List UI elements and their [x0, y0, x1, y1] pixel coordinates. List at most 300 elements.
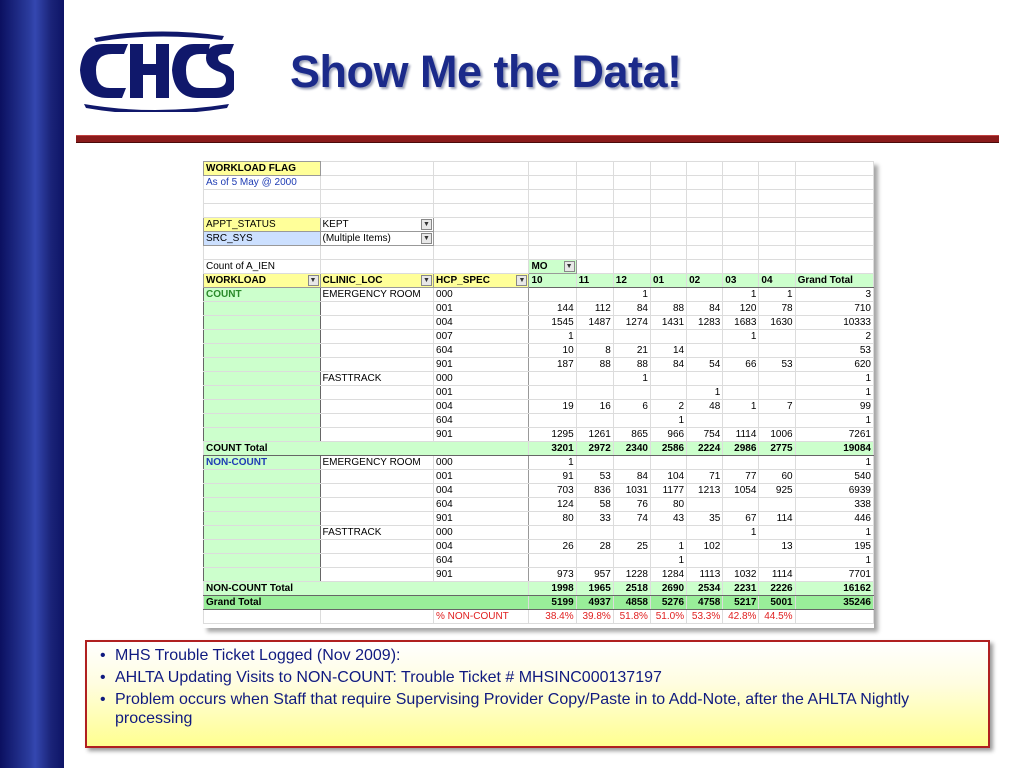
empty-cell	[687, 260, 723, 274]
empty-cell	[576, 218, 613, 232]
table-row	[204, 302, 874, 316]
clinic-cell	[320, 484, 434, 498]
value-cell: 703	[529, 484, 576, 498]
value-cell	[759, 526, 795, 540]
pivot-header-row	[204, 260, 874, 274]
row-total-cell: 195	[795, 540, 873, 554]
value-cell: 14	[650, 344, 686, 358]
month-header: 01	[650, 274, 686, 288]
value-cell: 58	[576, 498, 613, 512]
empty-cell	[723, 204, 759, 218]
empty-cell	[434, 218, 529, 232]
hcp-cell: 001	[434, 470, 529, 484]
value-cell	[687, 456, 723, 470]
month-header: 03	[723, 274, 759, 288]
value-cell	[687, 288, 723, 302]
value-cell	[529, 372, 576, 386]
workload-flag-label: WORKLOAD FLAG	[204, 162, 321, 176]
workload-cell	[204, 512, 321, 526]
row-total-cell: 710	[795, 302, 873, 316]
hcp-cell: 901	[434, 512, 529, 526]
empty-cell	[687, 218, 723, 232]
empty-cell	[759, 204, 795, 218]
value-cell	[613, 414, 650, 428]
value-cell: 1	[687, 386, 723, 400]
filter-dropdown-icon[interactable]: ▼	[308, 275, 319, 286]
filter-row	[204, 218, 874, 232]
hcp-cell: 004	[434, 400, 529, 414]
value-cell	[759, 330, 795, 344]
empty-cell	[759, 176, 795, 190]
clinic-cell: FASTTRACK	[320, 372, 434, 386]
empty-cell	[204, 246, 321, 260]
empty-cell	[723, 260, 759, 274]
value-cell: 54	[687, 358, 723, 372]
row-total-cell: 1	[795, 386, 873, 400]
pct-value-cell: 51.0%	[650, 610, 686, 624]
total-value-cell: 4758	[687, 596, 723, 610]
value-cell: 1006	[759, 428, 795, 442]
empty-cell	[613, 246, 650, 260]
clinic-cell	[320, 428, 434, 442]
grand-total-row	[204, 596, 874, 610]
empty-cell	[204, 610, 321, 624]
table-row	[204, 470, 874, 484]
value-cell: 78	[759, 302, 795, 316]
total-value-cell: 3201	[529, 442, 576, 456]
value-cell: 67	[723, 512, 759, 526]
clinic-cell	[320, 498, 434, 512]
empty-cell	[576, 246, 613, 260]
empty-cell	[434, 162, 529, 176]
grand-total-header: Grand Total	[795, 274, 873, 288]
table-row	[204, 456, 874, 470]
table-row	[204, 498, 874, 512]
hcp-cell: 004	[434, 316, 529, 330]
hcp-cell: 901	[434, 568, 529, 582]
total-value-cell: 2775	[759, 442, 795, 456]
table-row	[204, 526, 874, 540]
row-total-cell: 1	[795, 554, 873, 568]
hcp-cell: 001	[434, 386, 529, 400]
title-divider	[76, 135, 999, 143]
value-cell	[650, 386, 686, 400]
empty-cell	[759, 260, 795, 274]
filter-dropdown-icon[interactable]: ▼	[421, 219, 432, 230]
value-cell: 104	[650, 470, 686, 484]
empty-cell	[650, 246, 686, 260]
empty-cell	[723, 246, 759, 260]
empty-cell	[723, 232, 759, 246]
value-cell	[687, 344, 723, 358]
workload-cell	[204, 554, 321, 568]
hcp-cell: 901	[434, 428, 529, 442]
hcp-cell: 604	[434, 414, 529, 428]
value-cell	[687, 498, 723, 512]
value-cell	[759, 344, 795, 358]
empty-cell	[723, 190, 759, 204]
empty-cell	[320, 162, 434, 176]
clinic-cell	[320, 554, 434, 568]
value-cell	[576, 372, 613, 386]
workload-cell	[204, 400, 321, 414]
clinic-cell	[320, 316, 434, 330]
row-total-cell: 10333	[795, 316, 873, 330]
value-cell: 1630	[759, 316, 795, 330]
value-cell: 1	[723, 526, 759, 540]
clinic-cell	[320, 470, 434, 484]
blank-row	[204, 190, 874, 204]
value-cell	[687, 330, 723, 344]
value-cell: 76	[613, 498, 650, 512]
value-cell	[759, 498, 795, 512]
total-value-cell: 1965	[576, 582, 613, 596]
value-cell: 1274	[613, 316, 650, 330]
value-cell	[576, 456, 613, 470]
value-cell	[613, 386, 650, 400]
pivot-table	[203, 161, 874, 624]
workload-cell	[204, 358, 321, 372]
table-row	[204, 386, 874, 400]
value-cell	[650, 288, 686, 302]
value-cell: 1114	[723, 428, 759, 442]
clinic-field-button[interactable]: CLINIC_LOC ▼	[320, 274, 434, 288]
value-cell: 80	[529, 512, 576, 526]
note-bullet: • Problem occurs when Staff that require Supervising Provider Copy/Paste in to Add-Note, after the AHLTA Nightly processing	[115, 690, 976, 728]
blank-row	[204, 204, 874, 218]
hcp-field-button[interactable]: HCP_SPEC ▼	[434, 274, 529, 288]
value-cell: 120	[723, 302, 759, 316]
blank-row	[204, 246, 874, 260]
row-total-cell: 53	[795, 344, 873, 358]
empty-cell	[529, 176, 576, 190]
total-value-cell: 4858	[613, 596, 650, 610]
filter-value[interactable]: KEPT ▼	[320, 218, 434, 232]
empty-cell	[204, 204, 321, 218]
value-cell: 114	[759, 512, 795, 526]
month-header: 04	[759, 274, 795, 288]
empty-cell	[529, 204, 576, 218]
empty-cell	[759, 162, 795, 176]
date-row	[204, 176, 874, 190]
row-total-cell: 338	[795, 498, 873, 512]
empty-cell	[320, 190, 434, 204]
value-cell	[723, 554, 759, 568]
notes-box	[85, 640, 990, 748]
value-cell	[576, 330, 613, 344]
clinic-cell: FASTTRACK	[320, 526, 434, 540]
pct-value-cell: 44.5%	[759, 610, 795, 624]
total-label: COUNT Total	[204, 442, 529, 456]
empty-cell	[320, 204, 434, 218]
empty-cell	[795, 232, 873, 246]
note-bullet: • AHLTA Updating Visits to NON-COUNT: Trouble Ticket # MHSINC000137197	[115, 668, 976, 687]
value-cell: 1032	[723, 568, 759, 582]
empty-cell	[576, 204, 613, 218]
row-total-cell: 6939	[795, 484, 873, 498]
empty-cell	[687, 176, 723, 190]
table-row	[204, 414, 874, 428]
value-cell	[759, 414, 795, 428]
hcp-cell: 901	[434, 358, 529, 372]
note-bullet: • MHS Trouble Ticket Logged (Nov 2009):	[115, 646, 976, 665]
empty-cell	[650, 232, 686, 246]
value-cell: 2	[650, 400, 686, 414]
value-cell	[723, 414, 759, 428]
empty-cell	[320, 176, 434, 190]
empty-cell	[795, 190, 873, 204]
table-row	[204, 372, 874, 386]
hcp-cell: 001	[434, 302, 529, 316]
value-cell: 865	[613, 428, 650, 442]
clinic-cell: EMERGENCY ROOM	[320, 288, 434, 302]
value-cell	[759, 456, 795, 470]
value-cell	[576, 414, 613, 428]
value-cell: 187	[529, 358, 576, 372]
value-cell	[576, 554, 613, 568]
empty-cell	[613, 176, 650, 190]
workload-cell	[204, 386, 321, 400]
filter-value[interactable]: (Multiple Items) ▼	[320, 232, 434, 246]
row-total-cell: 1	[795, 456, 873, 470]
value-cell	[529, 386, 576, 400]
value-cell	[529, 414, 576, 428]
empty-cell	[650, 204, 686, 218]
filter-label: APPT_STATUS	[204, 218, 321, 232]
value-cell: 1261	[576, 428, 613, 442]
value-cell: 973	[529, 568, 576, 582]
row-total-cell: 3	[795, 288, 873, 302]
value-cell: 25	[613, 540, 650, 554]
table-row	[204, 316, 874, 330]
value-cell	[576, 386, 613, 400]
clinic-cell	[320, 540, 434, 554]
total-value-cell: 5276	[650, 596, 686, 610]
empty-cell	[723, 162, 759, 176]
value-cell	[613, 330, 650, 344]
value-cell: 10	[529, 344, 576, 358]
value-cell: 1213	[687, 484, 723, 498]
value-cell: 1	[613, 372, 650, 386]
empty-cell	[529, 246, 576, 260]
empty-cell	[687, 162, 723, 176]
total-value-cell: 2986	[723, 442, 759, 456]
value-cell: 26	[529, 540, 576, 554]
month-header: 02	[687, 274, 723, 288]
value-cell: 7	[759, 400, 795, 414]
empty-cell	[613, 204, 650, 218]
empty-cell	[795, 246, 873, 260]
empty-cell	[434, 176, 529, 190]
value-cell	[687, 554, 723, 568]
value-cell: 6	[613, 400, 650, 414]
value-cell	[613, 554, 650, 568]
month-header: 12	[613, 274, 650, 288]
value-cell: 1545	[529, 316, 576, 330]
row-total-cell: 446	[795, 512, 873, 526]
empty-cell	[795, 204, 873, 218]
value-cell	[759, 554, 795, 568]
workload-cell	[204, 316, 321, 330]
table-row	[204, 428, 874, 442]
hcp-cell: 604	[434, 554, 529, 568]
column-header-row	[204, 274, 874, 288]
value-cell: 1113	[687, 568, 723, 582]
value-cell: 88	[650, 302, 686, 316]
clinic-cell	[320, 330, 434, 344]
hcp-cell: 000	[434, 456, 529, 470]
hcp-cell: 000	[434, 526, 529, 540]
hcp-cell: 007	[434, 330, 529, 344]
value-cell: 66	[723, 358, 759, 372]
row-total-cell: 1	[795, 372, 873, 386]
value-cell	[687, 414, 723, 428]
value-cell	[650, 456, 686, 470]
total-label: Grand Total	[204, 596, 529, 610]
empty-cell	[204, 190, 321, 204]
clinic-cell	[320, 386, 434, 400]
workload-cell	[204, 498, 321, 512]
value-cell: 1683	[723, 316, 759, 330]
value-cell	[687, 372, 723, 386]
empty-cell	[576, 176, 613, 190]
pct-value-cell: 51.8%	[613, 610, 650, 624]
table-row	[204, 344, 874, 358]
value-cell: 48	[687, 400, 723, 414]
value-cell	[650, 372, 686, 386]
empty-cell	[687, 190, 723, 204]
workload-field-button[interactable]: WORKLOAD ▼	[204, 274, 321, 288]
hcp-cell: 004	[434, 484, 529, 498]
total-value-cell: 2224	[687, 442, 723, 456]
empty-cell	[723, 218, 759, 232]
value-cell	[687, 526, 723, 540]
pct-noncount-label: % NON-COUNT	[434, 610, 529, 624]
empty-cell	[613, 232, 650, 246]
row-total-cell: 99	[795, 400, 873, 414]
table-row	[204, 484, 874, 498]
value-cell: 28	[576, 540, 613, 554]
value-cell: 71	[687, 470, 723, 484]
count-label: Count of A_IEN	[204, 260, 321, 274]
chcs-logo	[74, 30, 234, 112]
empty-cell	[576, 190, 613, 204]
empty-cell	[650, 176, 686, 190]
hcp-cell: 604	[434, 498, 529, 512]
total-value-cell: 5217	[723, 596, 759, 610]
empty-cell	[650, 260, 686, 274]
total-value-cell: 2226	[759, 582, 795, 596]
value-cell: 1295	[529, 428, 576, 442]
month-header: 11	[576, 274, 613, 288]
pct-value-cell: 38.4%	[529, 610, 576, 624]
total-value-cell: 4937	[576, 596, 613, 610]
clinic-cell	[320, 568, 434, 582]
value-cell	[650, 526, 686, 540]
value-cell: 84	[613, 470, 650, 484]
value-cell: 91	[529, 470, 576, 484]
empty-cell	[687, 232, 723, 246]
empty-cell	[613, 190, 650, 204]
title-row	[204, 162, 874, 176]
mo-field-button[interactable]: MO ▼	[529, 260, 576, 274]
row-total-cell: 620	[795, 358, 873, 372]
hcp-cell: 000	[434, 372, 529, 386]
count-total-row	[204, 442, 874, 456]
hcp-cell: 004	[434, 540, 529, 554]
value-cell: 1	[529, 456, 576, 470]
value-cell: 1431	[650, 316, 686, 330]
total-value-cell: 2518	[613, 582, 650, 596]
total-value-cell: 1998	[529, 582, 576, 596]
workload-cell	[204, 470, 321, 484]
grand-total-cell: 19084	[795, 442, 873, 456]
value-cell	[759, 372, 795, 386]
filter-dropdown-icon[interactable]: ▼	[421, 275, 432, 286]
value-cell: 1	[650, 554, 686, 568]
empty-cell	[795, 176, 873, 190]
empty-cell	[434, 190, 529, 204]
filter-dropdown-icon[interactable]: ▼	[421, 233, 432, 244]
empty-cell	[613, 162, 650, 176]
row-total-cell: 1	[795, 526, 873, 540]
value-cell: 1228	[613, 568, 650, 582]
value-cell	[723, 456, 759, 470]
value-cell	[529, 554, 576, 568]
value-cell: 1031	[613, 484, 650, 498]
clinic-cell	[320, 302, 434, 316]
table-row	[204, 400, 874, 414]
value-cell: 16	[576, 400, 613, 414]
empty-cell	[529, 190, 576, 204]
grand-total-cell: 35246	[795, 596, 873, 610]
noncount-total-row	[204, 582, 874, 596]
clinic-cell: EMERGENCY ROOM	[320, 456, 434, 470]
hcp-cell: 000	[434, 288, 529, 302]
empty-cell	[687, 246, 723, 260]
value-cell: 84	[613, 302, 650, 316]
value-cell	[723, 372, 759, 386]
clinic-cell	[320, 414, 434, 428]
row-total-cell: 540	[795, 470, 873, 484]
empty-cell	[759, 218, 795, 232]
workload-cell	[204, 372, 321, 386]
value-cell: 1	[613, 288, 650, 302]
empty-cell	[650, 190, 686, 204]
value-cell: 957	[576, 568, 613, 582]
value-cell	[576, 288, 613, 302]
workload-cell	[204, 414, 321, 428]
clinic-cell	[320, 400, 434, 414]
value-cell: 1	[650, 540, 686, 554]
empty-cell	[795, 260, 873, 274]
empty-cell	[687, 204, 723, 218]
empty-cell	[613, 218, 650, 232]
empty-cell	[576, 232, 613, 246]
value-cell: 53	[759, 358, 795, 372]
filter-dropdown-icon[interactable]: ▼	[564, 261, 575, 272]
empty-cell	[650, 218, 686, 232]
workload-cell: COUNT	[204, 288, 321, 302]
value-cell: 1	[723, 400, 759, 414]
workload-cell	[204, 568, 321, 582]
workload-cell	[204, 484, 321, 498]
value-cell: 8	[576, 344, 613, 358]
filter-dropdown-icon[interactable]: ▼	[516, 275, 527, 286]
table-row	[204, 358, 874, 372]
month-header: 10	[529, 274, 576, 288]
empty-cell	[795, 610, 873, 624]
